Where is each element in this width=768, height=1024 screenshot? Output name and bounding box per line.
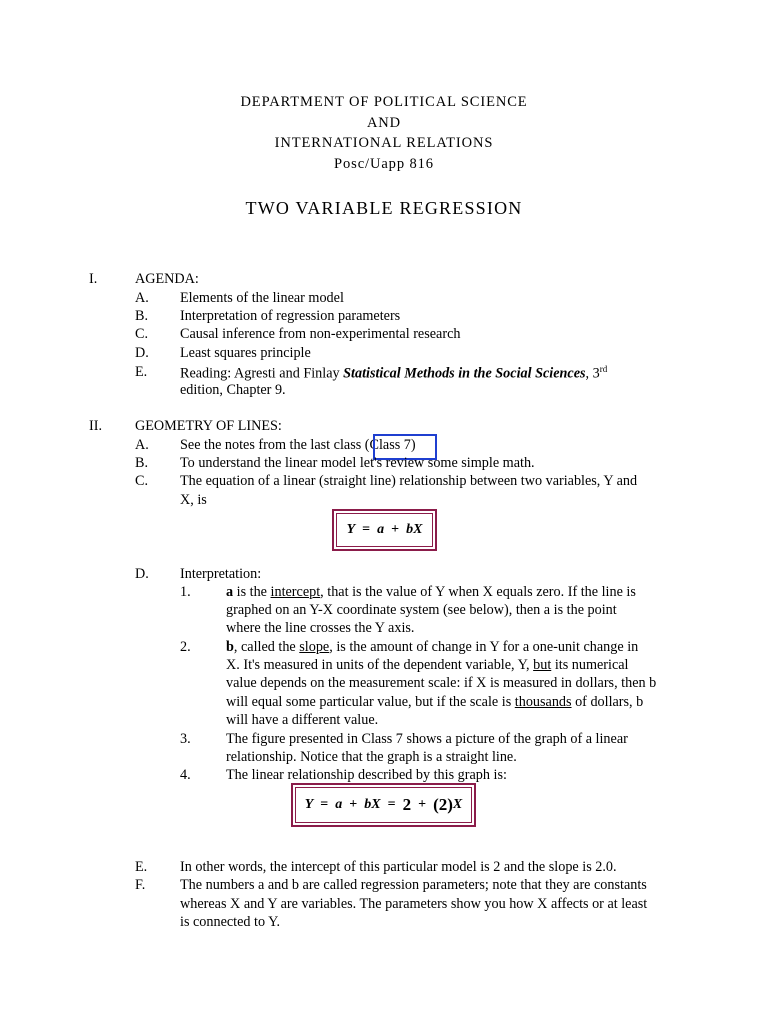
formula2-equals: = [320, 797, 329, 812]
formula1-plus: + [391, 522, 400, 537]
agenda-item-e-line2: edition, Chapter 9. [180, 382, 286, 398]
agenda-item-b: Interpretation of regression parameters [180, 308, 401, 324]
interp-1-bold-a: a [226, 584, 234, 600]
dept-heading-line3: INTERNATIONAL RELATIONS [274, 135, 494, 151]
interp-2-l2a: X. It's measured in units of the dependent variable, Y, [226, 657, 534, 673]
geometry-item-f-line2: whereas X and Y are variables. The parameters show you how X affects or at least [180, 896, 648, 912]
interp-num-3: 3. [180, 731, 191, 747]
geometry-letter-a: A. [135, 437, 149, 453]
interp-1-line3: where the line crosses the Y axis. [226, 620, 415, 636]
geometry-letter-d: D. [135, 566, 149, 582]
interpretation-heading: Interpretation: [180, 566, 262, 582]
book-title: Statistical Methods in the Social Sciences [343, 365, 586, 382]
agenda-letter-d: D. [135, 345, 149, 361]
geometry-item-c-line1: The equation of a linear (straight line) relationship between two variables, Y and [180, 473, 638, 489]
formula1-a: a [377, 522, 385, 537]
section-heading-geometry: GEOMETRY OF LINES: [135, 418, 282, 434]
interp-2-line1 [226, 639, 638, 656]
interp-3-line1: The figure presented in Class 7 shows a picture of the graph of a linear [226, 731, 628, 747]
document-title: TWO VARIABLE REGRESSION [245, 198, 523, 218]
geometry-item-f-line1: The numbers a and b are called regression parameters; note that they are constants [180, 877, 647, 893]
formula2-x: X [452, 797, 463, 812]
interp-num-2: 2. [180, 639, 191, 655]
geometry-letter-b: B. [135, 455, 149, 471]
interp-2-t2: , is the amount of change in Y for a one-unit change in [329, 639, 639, 655]
formula1-y: Y [346, 522, 356, 537]
formula2-slope-value: (2) [433, 795, 453, 814]
formula2-plus: + [349, 797, 358, 812]
but-underlined: but [533, 657, 552, 673]
formula-basic [336, 513, 433, 547]
formula2-intercept-value: 2 [402, 795, 412, 814]
geometry-item-b: To understand the linear model let's review some simple math. [180, 455, 535, 471]
slope-underlined: slope [299, 639, 330, 655]
agenda-letter-a: A. [135, 290, 149, 306]
formula2-a: a [335, 797, 343, 812]
interp-3-line2: relationship. Notice that the graph is a straight line. [226, 749, 517, 765]
formula2-bx: bX [364, 797, 381, 812]
reading-superscript: rd [599, 364, 608, 374]
geometry-item-c-line2: X, is [180, 492, 207, 508]
agenda-item-e-reading [180, 364, 607, 383]
agenda-item-a: Elements of the linear model [180, 290, 344, 306]
interp-1-line1 [226, 584, 636, 601]
geometry-item-e: In other words, the intercept of this particular model is 2 and the slope is 2.0. [180, 859, 617, 875]
intercept-underlined: intercept [270, 584, 321, 600]
agenda-item-c: Causal inference from non-experimental research [180, 326, 461, 342]
interp-num-1: 1. [180, 584, 191, 600]
interp-2-line2 [226, 657, 629, 674]
geometry-item-f-line3: is connected to Y. [180, 914, 281, 930]
formula1-equals: = [362, 522, 371, 537]
interp-2-line5: will have a different value. [226, 712, 379, 728]
interp-1-t2: , that is the value of Y when X equals zero. If the line is [320, 584, 636, 600]
interp-num-4: 4. [180, 767, 191, 783]
formula-box-specific [291, 783, 476, 827]
geometry-item-a: See the notes from the last class (Class 7) [180, 437, 416, 453]
thousands-underlined: thousands [514, 694, 572, 710]
agenda-letter-e: E. [135, 364, 148, 380]
interp-1-t1: is the [233, 584, 271, 600]
formula1-bx: bX [406, 522, 423, 537]
geometry-letter-e: E. [135, 859, 148, 875]
geometry-letter-c: C. [135, 473, 149, 489]
section-heading-agenda: AGENDA: [135, 271, 199, 287]
interp-2-line3: value depends on the measurement scale: if X is measured in dollars, then b [226, 675, 657, 691]
agenda-letter-b: B. [135, 308, 149, 324]
formula-specific [295, 787, 472, 823]
section-numeral-2: II. [89, 418, 102, 434]
geometry-letter-f: F. [135, 877, 146, 893]
reading-prefix: Reading: Agresti and Finlay [180, 365, 344, 382]
formula-box-basic [332, 509, 437, 551]
agenda-item-d: Least squares principle [180, 345, 311, 361]
course-code: Posc/Uapp 816 [334, 156, 434, 172]
interp-2-t1: , called the [233, 639, 300, 655]
interp-2-l2b: its numerical [551, 657, 629, 673]
interp-2-line4 [226, 694, 643, 711]
reading-suffix: , 3 [585, 365, 600, 382]
interp-2-l4a: will equal some particular value, but if the scale is [226, 694, 515, 710]
section-numeral-1: I. [89, 271, 98, 287]
interp-4-line1: The linear relationship described by this graph is: [226, 767, 507, 783]
interp-2-l4b: of dollars, b [571, 694, 644, 710]
formula2-y: Y [304, 797, 314, 812]
interp-2-bold-b: b [226, 639, 234, 655]
interp-1-line2: graphed on an Y-X coordinate system (see below), then a is the point [226, 602, 617, 618]
formula2-equals2: = [387, 797, 396, 812]
dept-heading-line1: DEPARTMENT OF POLITICAL SCIENCE [240, 94, 528, 110]
agenda-letter-c: C. [135, 326, 149, 342]
dept-heading-line2: AND [366, 115, 402, 131]
formula2-plus2: + [418, 797, 427, 812]
